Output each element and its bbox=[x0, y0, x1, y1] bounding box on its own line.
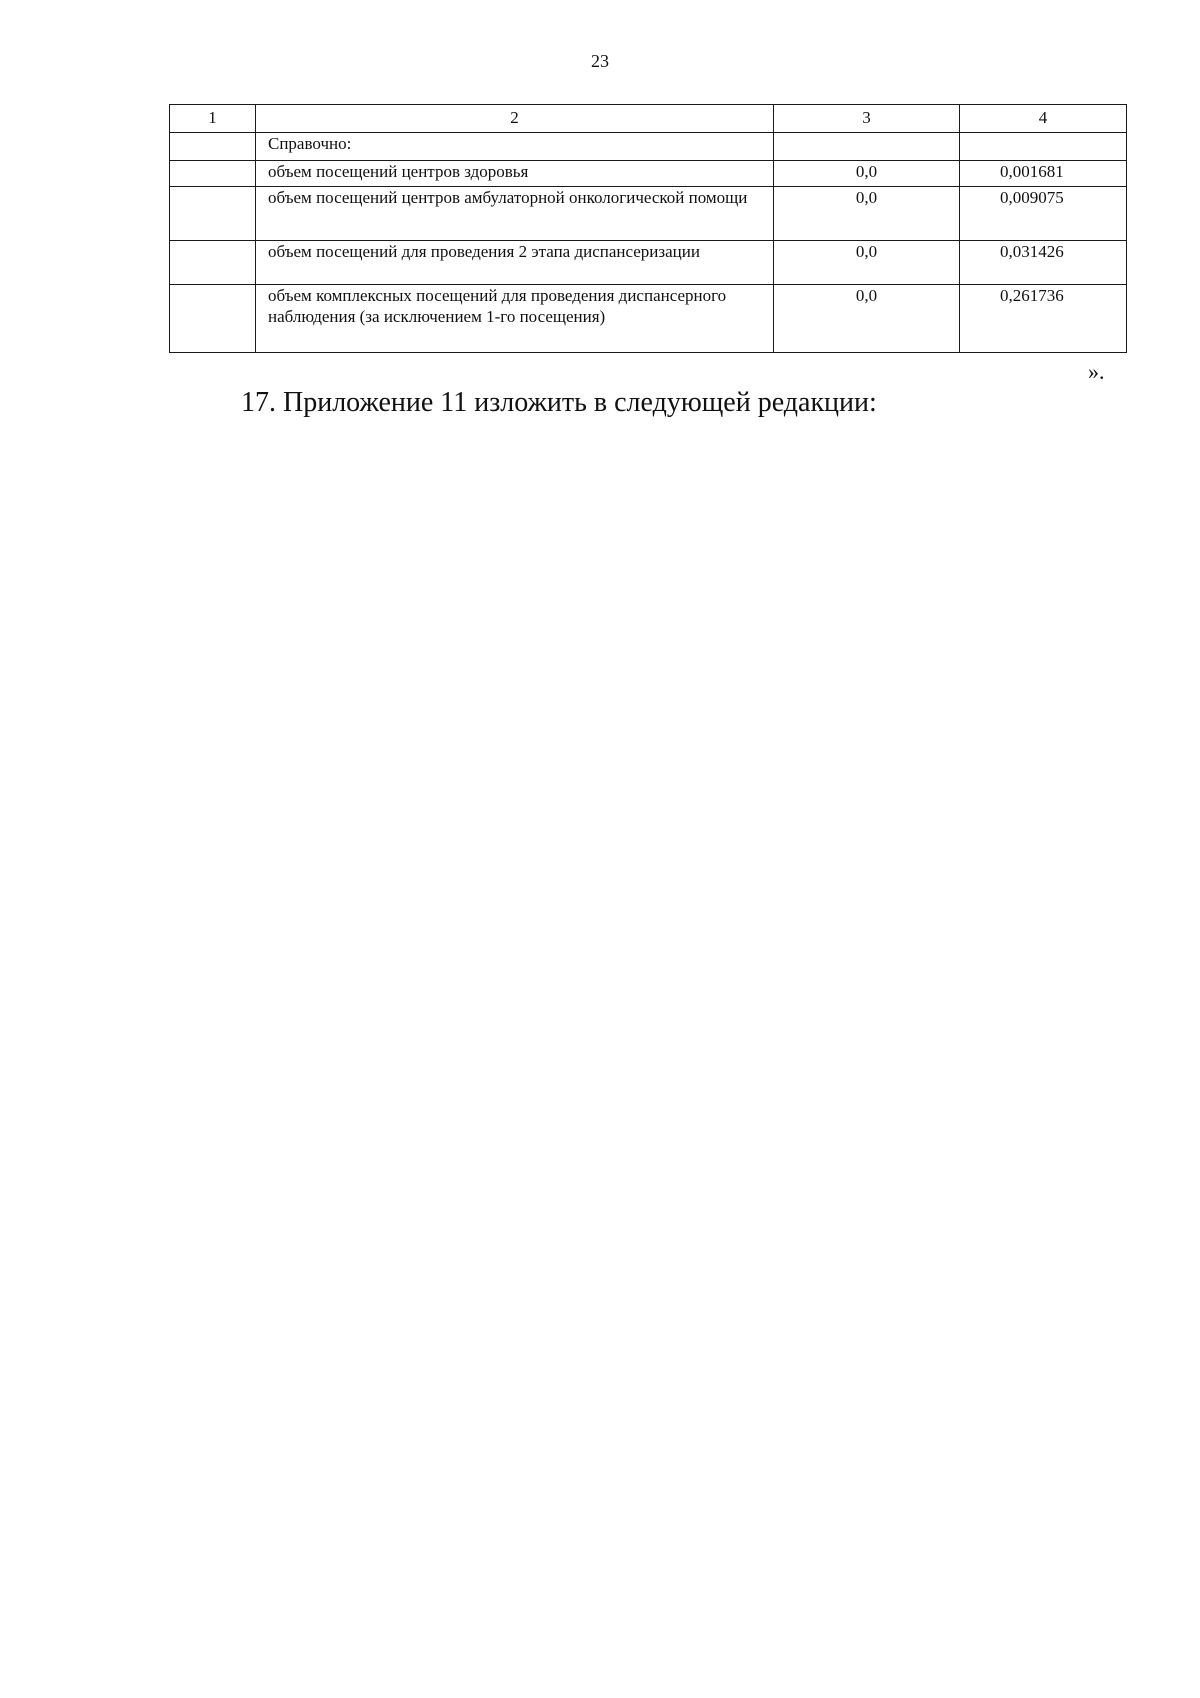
table-header-cell: 4 bbox=[960, 105, 1127, 133]
reference-label: Справочно: bbox=[256, 133, 774, 161]
table-cell-empty bbox=[170, 187, 256, 241]
table-row bbox=[170, 133, 1127, 161]
row-name: объем посещений центров амбулаторной онкологической помощи bbox=[256, 187, 774, 241]
table-row bbox=[170, 187, 1127, 241]
table-cell-empty bbox=[170, 161, 256, 187]
page-number: 23 bbox=[591, 51, 609, 71]
row-value-3: 0,0 bbox=[774, 241, 960, 285]
row-value-4: 0,031426 bbox=[960, 241, 1127, 285]
table-cell-empty bbox=[170, 241, 256, 285]
closing-quote-mark: ». bbox=[1088, 359, 1105, 384]
row-name: объем комплексных посещений для проведения диспансерного наблюдения (за исключением 1-го посещения) bbox=[256, 285, 774, 353]
row-value-4: 0,261736 bbox=[960, 285, 1127, 353]
row-name: объем посещений центров здоровья bbox=[256, 161, 774, 187]
table-header-cell: 1 bbox=[170, 105, 256, 133]
table-header-cell: 3 bbox=[774, 105, 960, 133]
row-value-3: 0,0 bbox=[774, 161, 960, 187]
table-cell-empty bbox=[960, 133, 1127, 161]
row-value-3: 0,0 bbox=[774, 187, 960, 241]
row-value-4: 0,001681 bbox=[960, 161, 1127, 187]
table-cell-empty bbox=[170, 285, 256, 353]
table-row bbox=[170, 285, 1127, 353]
row-value-4: 0,009075 bbox=[960, 187, 1127, 241]
table-header-cell: 2 bbox=[256, 105, 774, 133]
table-header-row bbox=[170, 105, 1127, 133]
table-row bbox=[170, 161, 1127, 187]
appendix-table bbox=[169, 104, 1127, 353]
table-row bbox=[170, 241, 1127, 285]
table-cell-empty bbox=[170, 133, 256, 161]
table-cell-empty bbox=[774, 133, 960, 161]
section-heading: 17. Приложение 11 изложить в следующей редакции: bbox=[241, 387, 877, 418]
row-name: объем посещений для проведения 2 этапа диспансеризации bbox=[256, 241, 774, 285]
row-value-3: 0,0 bbox=[774, 285, 960, 353]
